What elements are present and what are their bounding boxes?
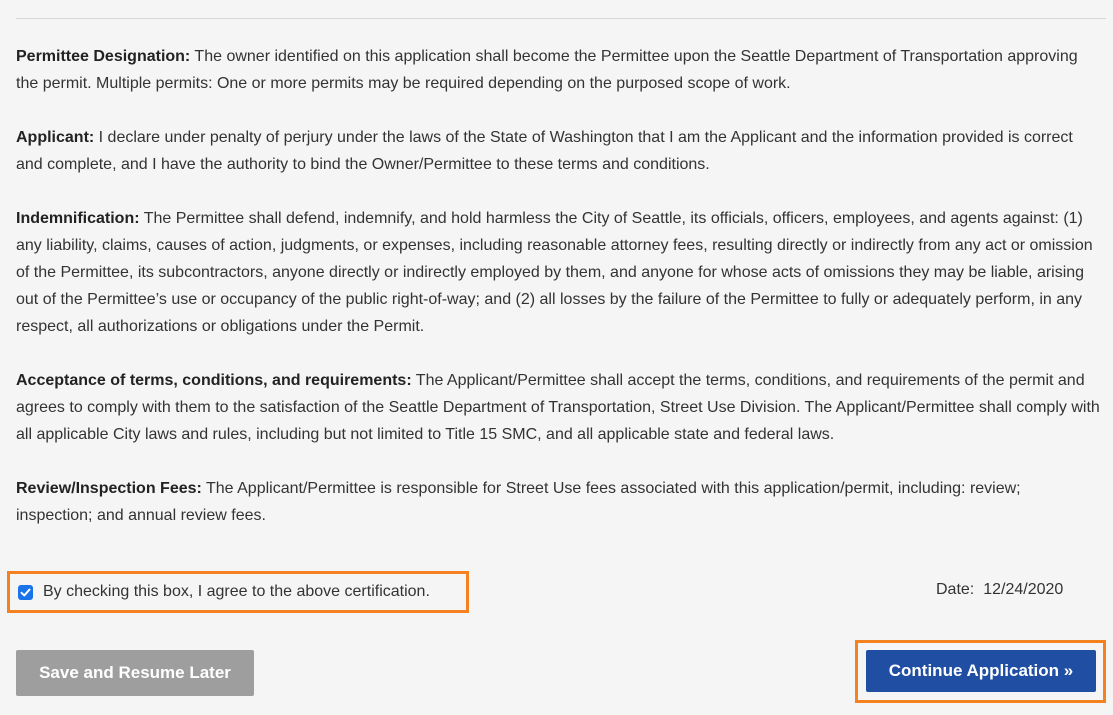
- term-acceptance: [16, 367, 1101, 448]
- term-heading: Indemnification:: [16, 210, 140, 227]
- term-text: The Permittee shall defend, indemnify, and hold harmless the City of Seattle, its officials, officers, employees, and agents against: (1) any liability, claims, causes of action, judgments, or expenses, including reasonable attorney fees, resulting directly or indirectly from any act or omission of the Permittee, its subcontractors, anyone directly or indirectly employed by them, and anyone for whose acts of omissions they may be liable, arising out of the Permittee’s use or occupancy of the public right-of-way; and (2) all losses by the failure of the Permittee to fully or adequately perform, in any respect, all authorizations or obligations under the Permit.: [16, 210, 1093, 335]
- save-and-resume-button[interactable]: Save and Resume Later: [16, 650, 254, 696]
- certification-label[interactable]: By checking this box, I agree to the above certification.: [43, 583, 430, 600]
- certification-checkbox[interactable]: [18, 585, 33, 600]
- term-text: The owner identified on this application shall become the Permittee upon the Seattle Department of Transportation approving the permit. Multiple permits: One or more permits may be required depending on the purposed scope of work.: [16, 48, 1078, 92]
- checkmark-icon: [20, 587, 31, 598]
- date-label: Date:: [936, 581, 975, 598]
- term-heading: Acceptance of terms, conditions, and requirements:: [16, 372, 412, 389]
- term-indemnification: [16, 205, 1101, 340]
- certification-highlight: [7, 571, 469, 613]
- continue-application-button[interactable]: Continue Application »: [866, 650, 1096, 692]
- top-divider: [16, 18, 1106, 19]
- term-review-fees: [16, 475, 1101, 529]
- date-value: 12/24/2020: [983, 581, 1064, 598]
- term-heading: Permittee Designation:: [16, 48, 191, 65]
- term-permittee-designation: [16, 43, 1101, 97]
- term-text: The Applicant/Permittee is responsible for Street Use fees associated with this application/permit, including: review; inspection; and annual review fees.: [16, 480, 1021, 524]
- term-heading: Review/Inspection Fees:: [16, 480, 202, 497]
- term-text: The Applicant/Permittee shall accept the terms, conditions, and requirements of the permit and agrees to comply with them to the satisfaction of the Seattle Department of Transportation, Street Use Division. The Applicant/Permittee shall comply with all applicable City laws and rules, including but not limited to Title 15 SMC, and all applicable state and federal laws.: [16, 372, 1100, 443]
- term-applicant: [16, 124, 1101, 178]
- term-text: I declare under penalty of perjury under the laws of the State of Washington that I am the Applicant and the information provided is correct and complete, and I have the authority to bind the Owner/Permittee to these terms and conditions.: [16, 129, 1073, 173]
- term-heading: Applicant:: [16, 129, 95, 146]
- date-display: [936, 581, 1063, 599]
- terms-section: [16, 43, 1101, 556]
